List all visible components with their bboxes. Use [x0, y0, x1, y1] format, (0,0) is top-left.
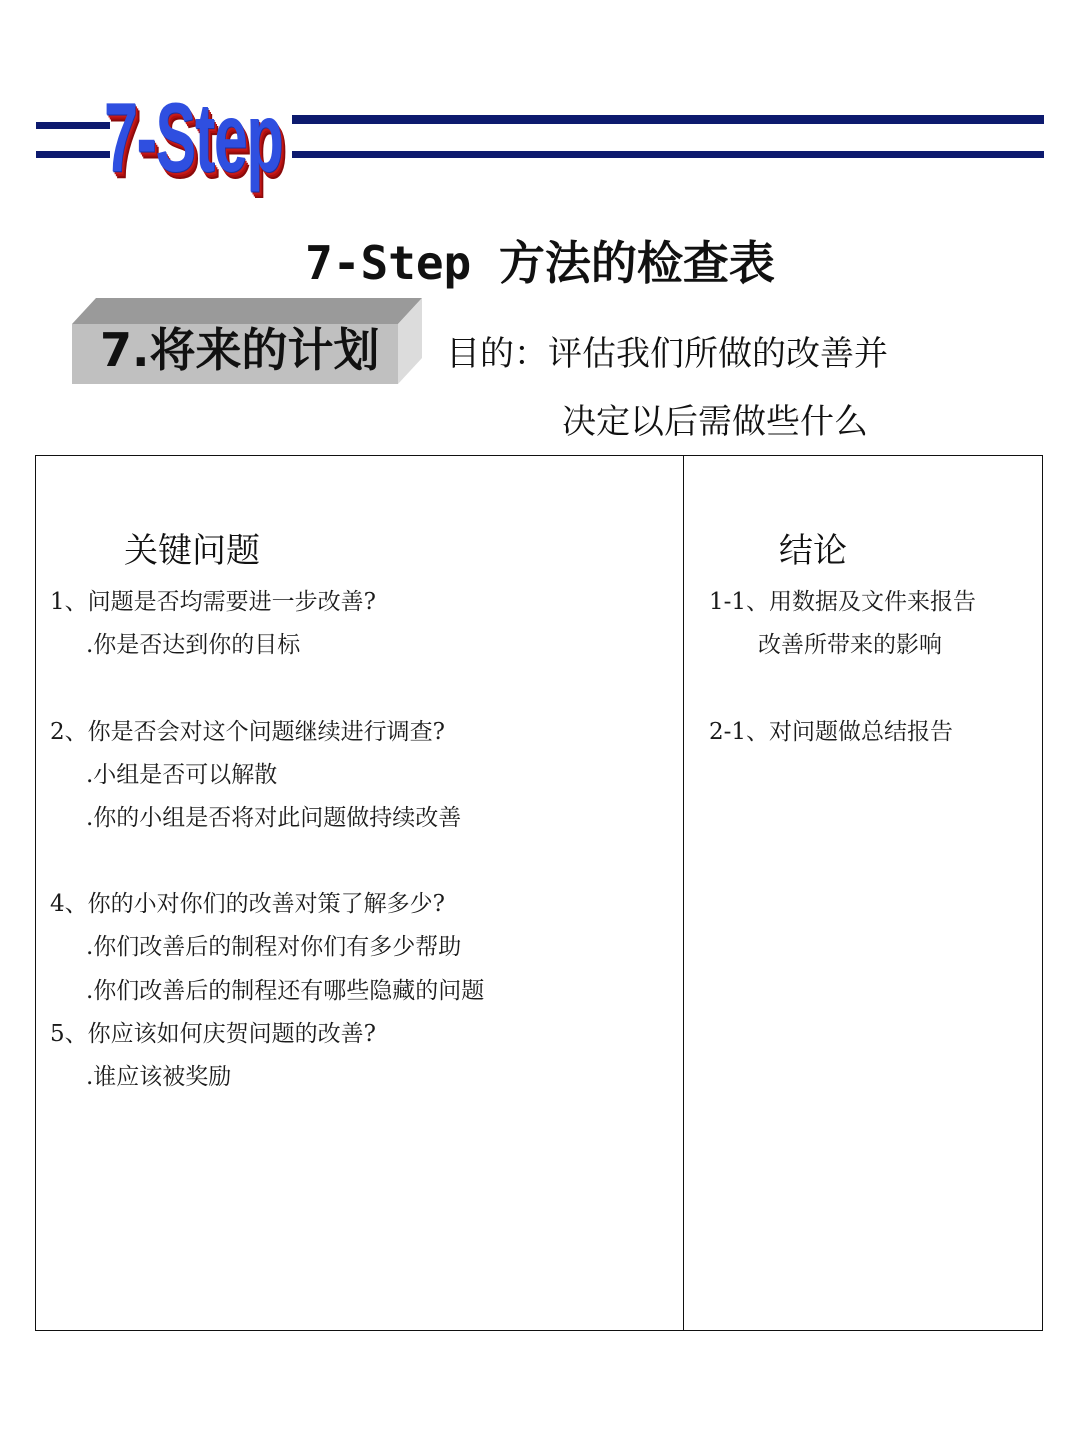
- purpose-line-2: 决定以后需做些什么: [562, 402, 868, 442]
- question-subitem: .你们改善后的制程对你们有多少帮助: [86, 934, 462, 960]
- table-column-divider: [683, 455, 684, 1331]
- logo-right-line-bottom: [292, 151, 1044, 158]
- question-subitem: .小组是否可以解散: [86, 762, 278, 788]
- conclusion-item: 2-1、对问题做总结报告: [709, 719, 954, 745]
- step-label: 7.将来的计划: [100, 323, 380, 377]
- key-questions-header: 关键问题: [124, 531, 260, 571]
- question-subitem: .谁应该被奖励: [86, 1064, 232, 1090]
- question-item: 5、你应该如何庆贺问题的改善?: [50, 1021, 376, 1047]
- conclusion-item-continued: 改善所带来的影响: [758, 632, 942, 658]
- question-subitem: .你是否达到你的目标: [86, 632, 301, 658]
- purpose-line-1: 目的：评估我们所做的改善并: [446, 334, 888, 374]
- logo-left-line-top: [36, 122, 110, 129]
- question-subitem: .你们改善后的制程还有哪些隐藏的问题: [86, 978, 485, 1004]
- question-subitem: .你的小组是否将对此问题做持续改善: [86, 805, 462, 831]
- page-title: 7-Step 方法的检查表: [305, 236, 775, 290]
- question-item: 4、你的小对你们的改善对策了解多少?: [50, 891, 445, 917]
- step-box: [72, 298, 422, 384]
- question-item: 1、问题是否均需要进一步改善?: [50, 589, 376, 615]
- logo-7-step: 7-Step: [104, 82, 283, 192]
- logo-right-line-top: [292, 115, 1044, 124]
- logo-left-line-bottom: [36, 151, 110, 158]
- question-item: 2、你是否会对这个问题继续进行调查?: [50, 719, 445, 745]
- conclusion-item: 1-1、用数据及文件来报告: [709, 589, 977, 615]
- conclusion-header: 结论: [779, 531, 847, 571]
